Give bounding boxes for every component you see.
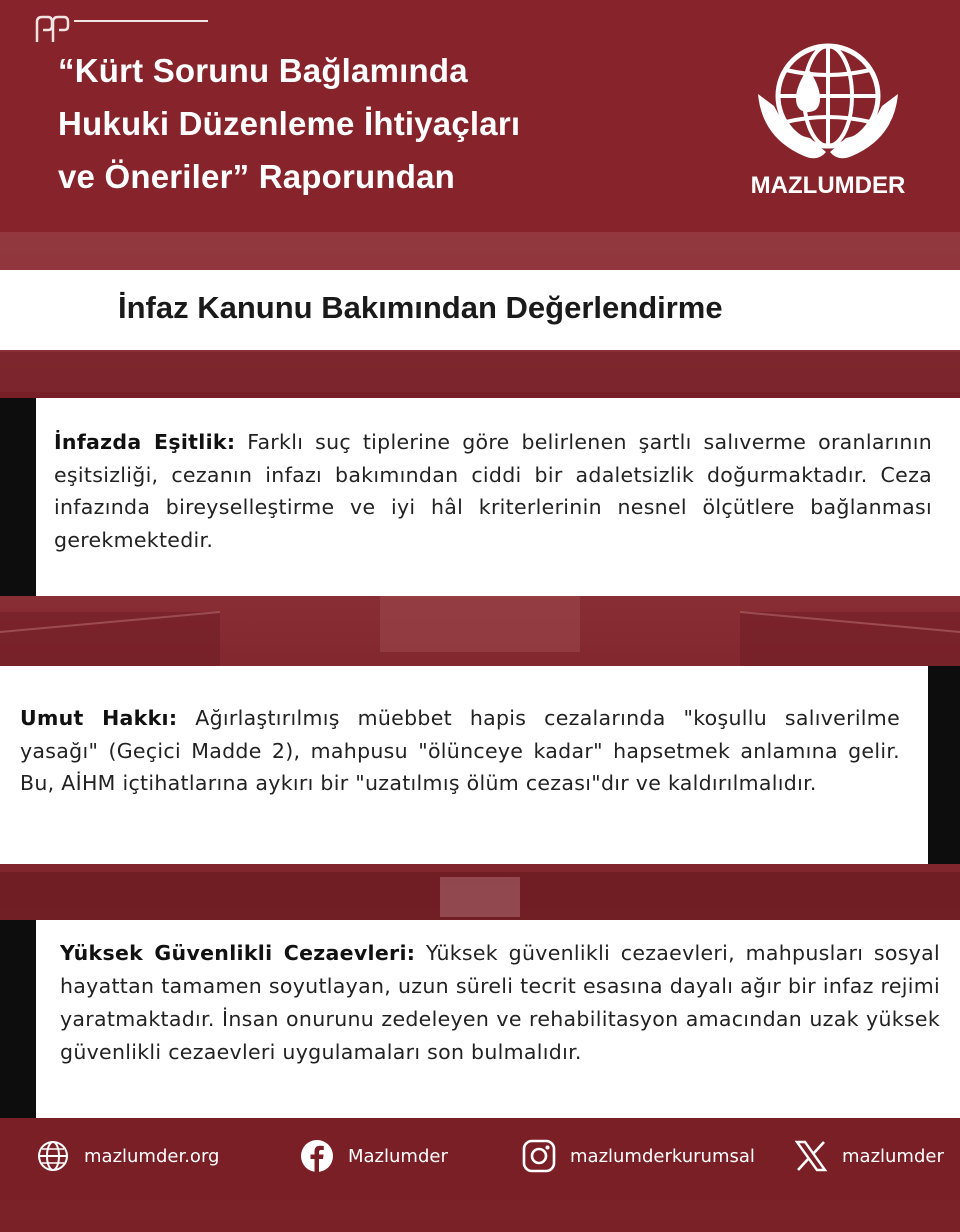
facebook-icon (300, 1139, 334, 1173)
title-line-3: ve Öneriler” Raporundan (58, 158, 456, 195)
card-accent-bar (928, 666, 960, 864)
card-label: İnfazda Eşitlik: (54, 430, 236, 454)
card-text: Farklı suç tiplerine göre belirlenen şartlı salıverme oranlarının eşitsizliği, cezanın infazı bakımından ciddi bir adaletsizlik doğurmaktadır. Ceza infazında bireyselleştirme ve iyi hâl kriterlerinin nesnel ölçütlere bağlanması gerekmektedir. (54, 430, 932, 552)
card-umut-hakki (0, 666, 928, 864)
card-label: Yüksek Güvenlikli Cezaevleri: (60, 941, 416, 965)
title-line-1: “Kürt Sorunu Bağlamında (58, 52, 468, 89)
globe-icon (36, 1139, 70, 1173)
facebook-text: Mazlumder (348, 1145, 448, 1167)
globe-hands-icon (748, 34, 908, 174)
x-text: mazlumder (842, 1145, 944, 1167)
instagram-icon (522, 1139, 556, 1173)
header-divider (74, 20, 208, 22)
website-link[interactable] (36, 1138, 219, 1174)
x-logo-icon (794, 1139, 828, 1173)
logo-wordmark: MAZLUMDER (750, 172, 906, 199)
card-label: Umut Hakkı: (20, 706, 178, 730)
x-link[interactable] (794, 1138, 944, 1174)
quote-mark-icon (34, 14, 70, 44)
website-text: mazlumder.org (84, 1145, 220, 1167)
section-title: İnfaz Kanunu Bakımından Değerlendirme (118, 290, 723, 325)
instagram-link[interactable] (522, 1138, 755, 1174)
report-title (58, 44, 658, 203)
instagram-text: mazlumderkurumsal (570, 1145, 755, 1167)
title-line-2: Hukuki Düzenleme İhtiyaçları (58, 105, 521, 142)
card-accent-bar (0, 398, 36, 596)
card-text: Ağırlaştırılmış müebbet hapis cezalarında "koşullu salıverilme yasağı" (Geçici Madde 2), mahpusu "ölünceye kadar" hapsetmek anlamına gelir. Bu, AİHM içtihatlarına aykırı bir "uzatılmış ölüm cezası"dır ve kaldırılmalıdır. (20, 706, 900, 795)
facebook-link[interactable] (300, 1138, 448, 1174)
card-text: Yüksek güvenlikli cezaevleri, mahpusları sosyal hayattan tamamen soyutlayan, uzun süreli tecrit esasına dayalı ağır bir infaz rejimi yaratmaktadır. İnsan onurunu zedeleyen ve rehabilitasyon amacından uzak yüksek güvenlikli cezaevleri uygulamaları son bulmalıdır. (60, 941, 940, 1064)
card-accent-bar (0, 920, 36, 1118)
card-yuksek-guvenlikli (36, 920, 960, 1118)
card-infazda-esitlik (36, 398, 960, 596)
mazlumder-logo (748, 34, 908, 206)
